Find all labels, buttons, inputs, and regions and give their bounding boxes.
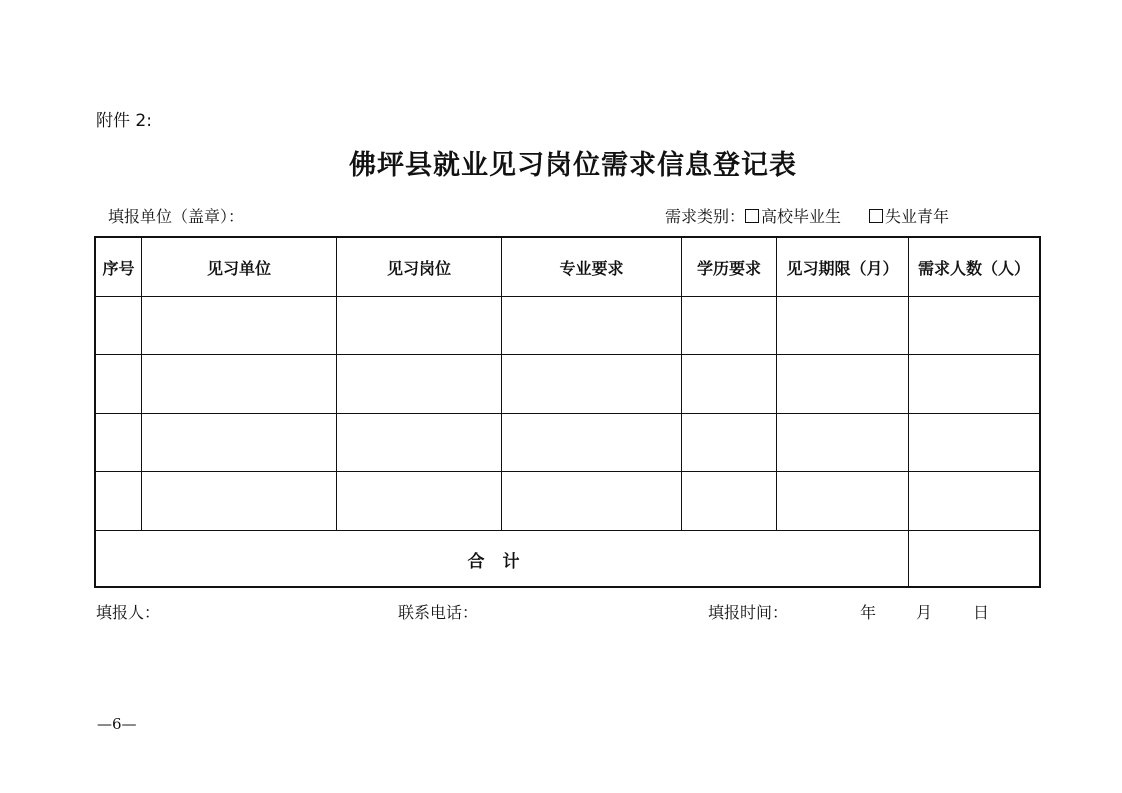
header-serial-no: 序号 — [102, 258, 135, 278]
demand-category — [665, 204, 949, 227]
header-internship-duration: 见习期限（月） — [786, 258, 899, 278]
total-value-cell[interactable] — [909, 531, 1039, 586]
demand-category-label: 需求类别： — [665, 207, 746, 226]
table-cell[interactable] — [96, 355, 141, 413]
header-internship-unit: 见习单位 — [206, 258, 271, 278]
table-cell[interactable] — [337, 355, 501, 413]
table-cell[interactable] — [777, 472, 908, 530]
reporting-unit-label: 填报单位（盖章）： — [108, 207, 245, 226]
option-graduates-label: 高校毕业生 — [761, 207, 842, 226]
table-cell[interactable] — [777, 355, 908, 413]
checkbox-icon[interactable] — [869, 209, 883, 223]
table-cell[interactable] — [502, 297, 681, 354]
page-number: —6— — [97, 715, 137, 733]
header-education-requirement: 学历要求 — [696, 258, 761, 278]
option-unemployed-youth-label: 失业青年 — [885, 207, 950, 226]
table-cell[interactable] — [142, 355, 336, 413]
date-year-label: 年 — [860, 603, 877, 622]
table-cell[interactable] — [142, 472, 336, 530]
option-graduates[interactable] — [745, 207, 841, 226]
table-cell[interactable] — [502, 472, 681, 530]
attachment-label: 附件 2: — [96, 111, 152, 131]
table-cell[interactable] — [502, 414, 681, 471]
table-cell[interactable] — [337, 472, 501, 530]
total-label: 合计 — [467, 552, 538, 572]
registration-table — [94, 236, 1041, 588]
option-unemployed-youth[interactable] — [869, 207, 949, 226]
table-cell[interactable] — [777, 297, 908, 354]
table-cell[interactable] — [142, 297, 336, 354]
filler-label: 填报人： — [96, 603, 161, 622]
table-cell[interactable] — [777, 414, 908, 471]
table-cell[interactable] — [96, 472, 141, 530]
table-cell[interactable] — [96, 414, 141, 471]
table-cell[interactable] — [142, 414, 336, 471]
fill-time-label: 填报时间： — [708, 603, 789, 622]
table-cell[interactable] — [96, 297, 141, 354]
form-title: 佛坪县就业见习岗位需求信息登记表 — [349, 150, 797, 181]
header-headcount: 需求人数（人） — [917, 258, 1030, 278]
table-cell[interactable] — [909, 297, 1039, 354]
table-cell[interactable] — [502, 355, 681, 413]
date-day-label: 日 — [973, 603, 990, 622]
date-month-label: 月 — [916, 603, 933, 622]
table-cell[interactable] — [909, 414, 1039, 471]
table-cell[interactable] — [682, 355, 776, 413]
checkbox-icon[interactable] — [745, 209, 759, 223]
table-cell[interactable] — [337, 297, 501, 354]
table-cell[interactable] — [682, 297, 776, 354]
header-internship-position: 见习岗位 — [386, 258, 451, 278]
table-cell[interactable] — [909, 355, 1039, 413]
header-major-requirement: 专业要求 — [559, 258, 624, 278]
table-cell[interactable] — [909, 472, 1039, 530]
table-cell[interactable] — [682, 472, 776, 530]
table-cell[interactable] — [682, 414, 776, 471]
table-cell[interactable] — [337, 414, 501, 471]
phone-label: 联系电话： — [398, 603, 479, 622]
